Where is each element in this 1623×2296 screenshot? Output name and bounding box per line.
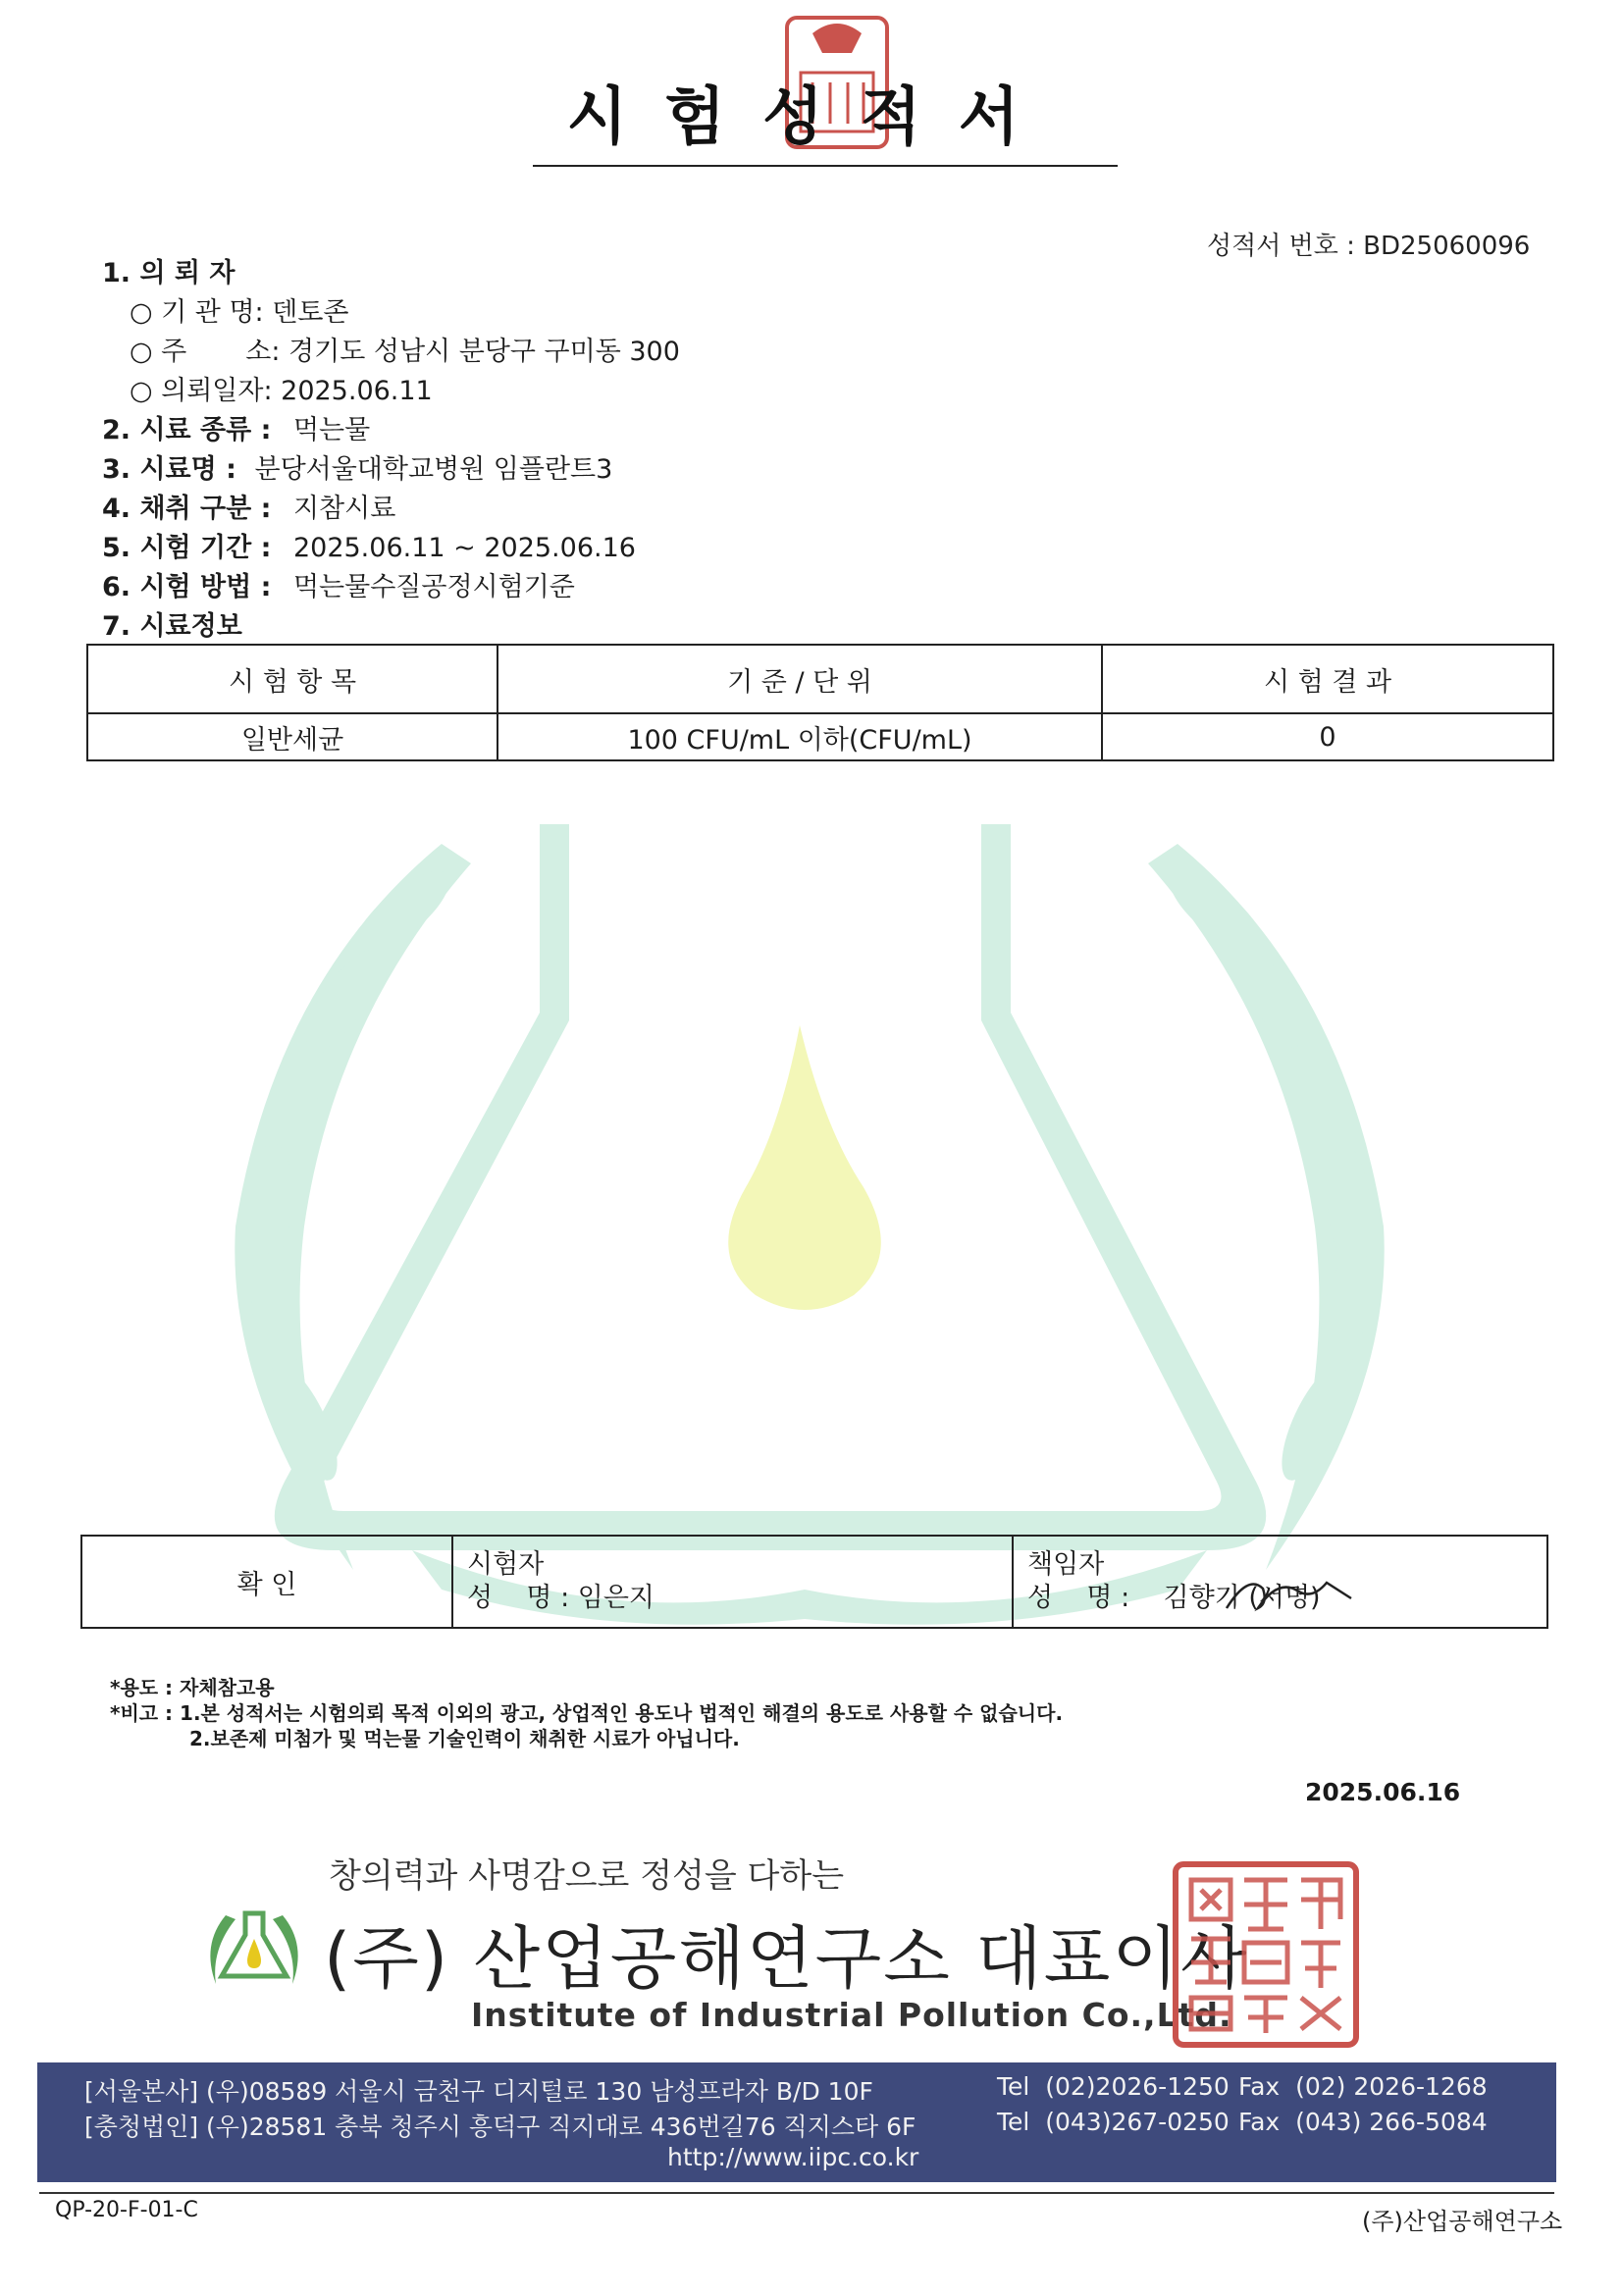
requester-heading: 1. 의 뢰 자: [102, 258, 236, 288]
tester-title: 시험자: [467, 1549, 545, 1580]
results-header-row: [87, 645, 1553, 713]
collection-value: 지참시료: [292, 494, 396, 524]
test-method-label: 6. 시험 방법 :: [102, 572, 272, 602]
form-code: QP-20-F-01-C: [55, 2198, 198, 2222]
website-link[interactable]: http://www.iipc.co.kr: [667, 2143, 919, 2171]
table-row: [87, 713, 1553, 760]
seoul-fax: Fax (02) 2026-1268: [1238, 2072, 1488, 2101]
confirmation-table: [80, 1535, 1548, 1629]
footer-company-name: (주)산업공해연구소: [1362, 2208, 1563, 2235]
confirmation-label: 확 인: [81, 1536, 452, 1628]
chungcheong-tel: Tel (043)267-0250: [997, 2108, 1230, 2136]
row-standard-unit: 100 CFU/mL 이하(CFU/mL): [497, 713, 1102, 760]
institution-line: ○ 기 관 명: 덴토존: [130, 297, 349, 328]
seoul-tel: Tel (02)2026-1250: [997, 2072, 1230, 2101]
test-method-value: 먹는물수질공정시험기준: [292, 572, 575, 602]
test-period-line: [102, 526, 636, 564]
handwritten-signature: [1219, 1569, 1356, 1618]
results-table: [86, 644, 1554, 761]
collection-label: 4. 채취 구분 :: [102, 494, 272, 524]
report-number: 성적서 번호 : BD25060096: [1207, 232, 1531, 261]
test-method-line: [102, 565, 575, 603]
manager-name: 성 명 : 김향기: [1027, 1583, 1240, 1613]
issue-date: 2025.06.16: [1305, 1778, 1461, 1806]
manager-cell: [1013, 1536, 1547, 1628]
header-standard-unit: 기 준 / 단 위: [497, 645, 1102, 713]
manager-title: 책임자: [1027, 1549, 1105, 1580]
remark-note-2: 2.보존제 미첨가 및 먹는물 기술인력이 채취한 시료가 아닙니다.: [189, 1727, 740, 1750]
sample-type-line: [102, 408, 370, 446]
bottom-divider: [39, 2192, 1554, 2194]
manager-signature: (서명): [1248, 1583, 1320, 1613]
sample-type-value: 먹는물: [292, 415, 371, 445]
request-date-line: ○ 의뢰일자: 2025.06.11: [130, 376, 433, 406]
company-slogan: 창의력과 사명감으로 정성을 다하는: [329, 1856, 845, 1896]
document-title: 시험성적서: [566, 81, 1057, 154]
tester-cell: [452, 1536, 1013, 1628]
confirmation-row: [81, 1536, 1547, 1628]
sample-info-heading: 7. 시료정보: [102, 611, 242, 642]
sample-name-value: 분당서울대학교병원 임플란트3: [254, 454, 613, 485]
tester-name: 성 명 : 임은지: [467, 1583, 655, 1613]
chungcheong-fax: Fax (043) 266-5084: [1238, 2108, 1488, 2136]
title-underline: [533, 165, 1118, 167]
manager-name-line: [1027, 1582, 1545, 1615]
row-test-result: 0: [1102, 713, 1553, 760]
seoul-office-address: [서울본사] (우)08589 서울시 금천구 디지털로 130 남성프라자 B/D 10F: [84, 2077, 873, 2106]
collection-line: [102, 487, 395, 525]
watermark-emblem: [216, 805, 1403, 1639]
header-test-item: 시 험 항 목: [87, 645, 497, 713]
test-period-value: 2025.06.11 ~ 2025.06.16: [292, 533, 636, 563]
company-logo-icon: [196, 1905, 312, 1992]
test-period-label: 5. 시험 기간 :: [102, 533, 272, 563]
header-test-result: 시 험 결 과: [1102, 645, 1553, 713]
chungcheong-office-address: [충청법인] (우)28581 충북 청주시 흥덕구 직지대로 436번길76 직지스타 6F: [84, 2113, 916, 2141]
sample-type-label: 2. 시료 종류 :: [102, 415, 272, 445]
footer-address-band: [37, 2062, 1556, 2182]
company-red-seal: [1172, 1860, 1360, 2049]
sample-name-label: 3. 시료명 :: [102, 454, 236, 485]
company-name-korean: (주) 산업공해연구소 대표이사: [324, 1918, 1249, 1999]
address-line: ○ 주 소: 경기도 성남시 분당구 구미동 300: [130, 337, 680, 367]
sample-name-line: [102, 447, 612, 486]
company-name-english: Institute of Industrial Pollution Co.,Ltd.: [471, 1996, 1232, 2034]
usage-note: *용도 : 자체참고용: [110, 1676, 275, 1699]
remark-note-1: *비고 : 1.본 성적서는 시험의뢰 목적 이외의 광고, 상업적인 용도나 법적인 해결의 용도로 사용할 수 없습니다.: [110, 1701, 1064, 1725]
row-test-item: 일반세균: [87, 713, 497, 760]
